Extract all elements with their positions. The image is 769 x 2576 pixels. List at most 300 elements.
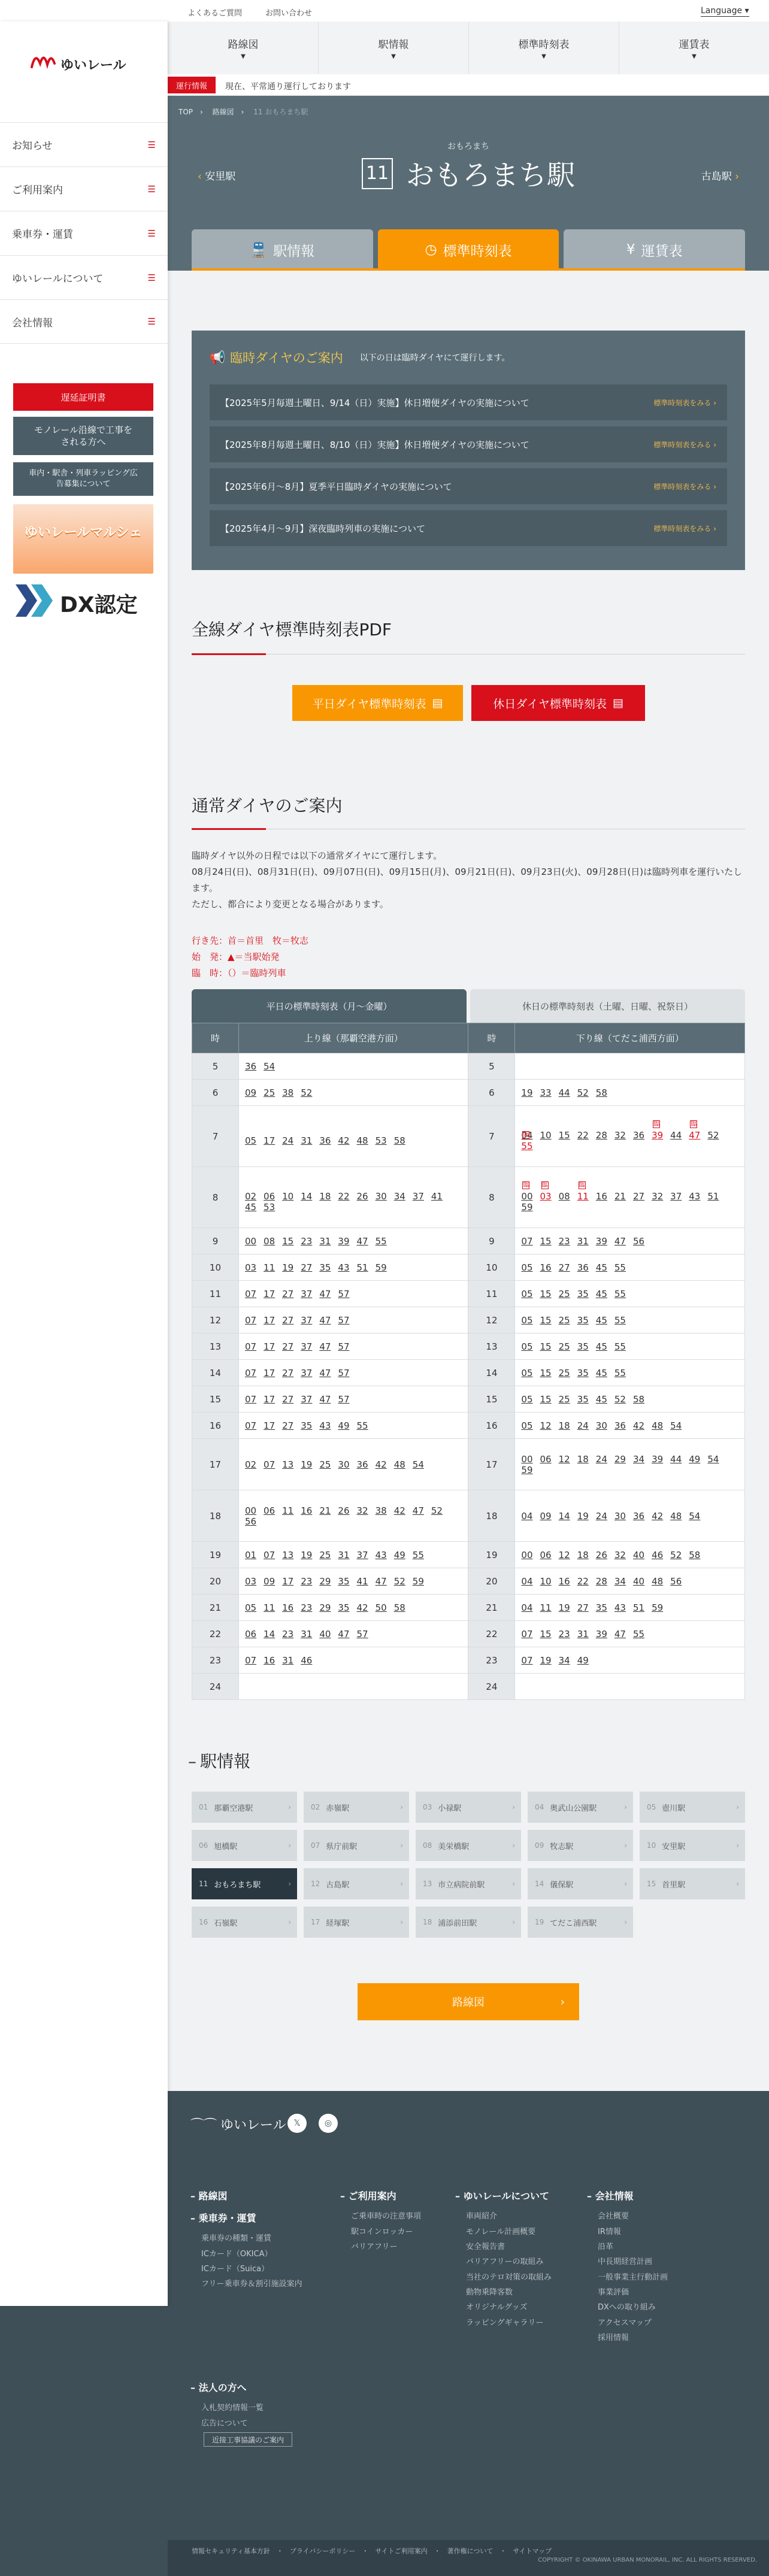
departure-minute[interactable]: 53 (264, 1201, 275, 1213)
departure-minute[interactable]: 47 (319, 1288, 331, 1299)
footer-link[interactable]: ICカード（OKICA） (201, 2249, 273, 2259)
departure-minute[interactable]: 17 (264, 1367, 275, 1378)
departure-minute[interactable]: 59 (652, 1602, 664, 1613)
departure-minute[interactable]: 25 (558, 1393, 570, 1405)
departure-minute[interactable]: 59 (412, 1575, 424, 1587)
departure-minute[interactable]: 27 (301, 1262, 313, 1273)
departure-minute[interactable]: 22 (577, 1575, 589, 1587)
departure-minute[interactable]: 01 (244, 1549, 257, 1560)
departure-minute[interactable]: 00 (244, 1235, 257, 1247)
departure-minute[interactable]: 51 (707, 1190, 719, 1202)
sidebar-item-tickets[interactable] (0, 211, 168, 255)
departure-minute[interactable]: 07 (521, 1235, 533, 1247)
departure-minute[interactable]: 57 (338, 1288, 350, 1299)
departure-minute[interactable]: 07 (264, 1459, 275, 1470)
departure-minute[interactable]: 07 (244, 1393, 257, 1405)
departure-minute[interactable]: 11 (264, 1262, 275, 1273)
footer-bottom-links[interactable]: 情報セキュリティ基本方針 ・ プライバシーポリシー ・ サイトご利用案内 ・ 著作権について ・ サイトマップ (192, 2547, 552, 2555)
departure-minute[interactable]: 臨 55 (521, 1141, 532, 1151)
departure-minute[interactable]: 臨 03 (540, 1191, 552, 1202)
departure-minute[interactable]: 35 (319, 1262, 331, 1273)
departure-minute[interactable]: 36 (632, 1129, 645, 1141)
departure-minute[interactable]: 16 (540, 1262, 552, 1273)
departure-minute[interactable]: 45 (595, 1288, 607, 1299)
departure-minute[interactable]: 11 (282, 1505, 294, 1516)
departure-minute[interactable]: 55 (375, 1235, 387, 1247)
station-link-09[interactable] (528, 1830, 633, 1861)
departure-minute[interactable]: 27 (558, 1262, 570, 1273)
departure-minute[interactable]: 35 (577, 1314, 589, 1326)
departure-minute[interactable]: 07 (244, 1288, 257, 1299)
tab-station-info[interactable] (192, 229, 373, 270)
departure-minute[interactable]: 10 (540, 1129, 552, 1141)
departure-minute[interactable]: 30 (338, 1459, 350, 1470)
sidebar-item-guide[interactable] (0, 166, 168, 211)
departure-minute[interactable]: 27 (282, 1314, 294, 1326)
departure-minute[interactable]: 40 (632, 1575, 645, 1587)
departure-minute[interactable]: 15 (540, 1341, 552, 1352)
departure-minute[interactable]: 15 (540, 1393, 552, 1405)
departure-minute[interactable]: 48 (393, 1459, 405, 1470)
departure-minute[interactable]: 25 (558, 1341, 570, 1352)
departure-minute[interactable]: 09 (540, 1510, 552, 1522)
departure-minute[interactable]: 19 (521, 1087, 533, 1098)
departure-minute[interactable]: 臨 00 (521, 1191, 532, 1202)
departure-minute[interactable]: 05 (521, 1262, 533, 1273)
departure-minute[interactable]: 22 (338, 1190, 350, 1202)
departure-minute[interactable]: 16 (558, 1575, 570, 1587)
departure-minute[interactable]: 00 (521, 1549, 533, 1560)
departure-minute[interactable]: 27 (282, 1420, 294, 1431)
departure-minute[interactable]: 49 (338, 1420, 350, 1431)
departure-minute[interactable]: 05 (521, 1420, 533, 1431)
departure-minute[interactable]: 53 (375, 1135, 387, 1146)
departure-minute[interactable]: 48 (652, 1420, 664, 1431)
departure-minute[interactable]: 臨 39 (652, 1130, 663, 1141)
footer-heading[interactable]: – 法人の方へ (190, 2382, 247, 2393)
departure-minute[interactable]: 41 (356, 1575, 368, 1587)
delay-certificate-button[interactable]: 遅延証明書 (13, 383, 153, 411)
departure-minute[interactable]: 58 (689, 1549, 701, 1560)
departure-minute[interactable]: 37 (670, 1190, 682, 1202)
station-link-05[interactable] (640, 1792, 745, 1823)
departure-minute[interactable]: 06 (540, 1453, 552, 1465)
departure-minute[interactable]: 55 (356, 1420, 368, 1431)
departure-minute[interactable]: 47 (319, 1314, 331, 1326)
departure-minute[interactable]: 15 (540, 1288, 552, 1299)
departure-minute[interactable]: 52 (577, 1087, 589, 1098)
station-link-18[interactable] (416, 1907, 521, 1938)
departure-minute[interactable]: 37 (301, 1341, 313, 1352)
tab-holiday-timetable[interactable]: 休日の標準時刻表（土曜、日曜、祝祭日） (470, 989, 745, 1023)
departure-minute[interactable]: 04 (521, 1602, 533, 1613)
departure-minute[interactable]: 21 (319, 1505, 331, 1516)
departure-minute[interactable]: 02 (244, 1459, 257, 1470)
sidebar-item-company[interactable] (0, 299, 168, 344)
dx-certified-banner[interactable] (13, 581, 153, 620)
departure-minute[interactable]: 17 (264, 1420, 275, 1431)
departure-minute[interactable]: 06 (244, 1628, 257, 1639)
footer-link[interactable]: 一般事業主行動計画 (598, 2272, 668, 2282)
notice-item[interactable] (210, 384, 727, 420)
departure-minute[interactable]: 15 (282, 1235, 294, 1247)
departure-minute[interactable]: 31 (577, 1628, 589, 1639)
departure-minute[interactable]: 34 (632, 1453, 645, 1465)
departure-minute[interactable]: 29 (319, 1575, 331, 1587)
breadcrumb-route-map[interactable]: 路線図 (212, 108, 234, 116)
departure-minute[interactable]: 03 (244, 1262, 257, 1273)
departure-minute[interactable]: 17 (264, 1314, 275, 1326)
footer-link[interactable]: 安全報告書 (466, 2242, 505, 2251)
departure-minute[interactable]: 19 (282, 1262, 294, 1273)
departure-minute[interactable]: 47 (319, 1393, 331, 1405)
departure-minute[interactable]: 42 (356, 1602, 368, 1613)
departure-minute[interactable]: 24 (595, 1453, 607, 1465)
departure-minute[interactable]: 55 (614, 1367, 626, 1378)
departure-minute[interactable]: 05 (521, 1288, 533, 1299)
departure-minute[interactable]: 51 (632, 1602, 645, 1613)
marche-banner[interactable] (13, 504, 153, 574)
departure-minute[interactable]: 39 (595, 1628, 607, 1639)
departure-minute[interactable]: 58 (393, 1135, 405, 1146)
departure-minute[interactable]: 54 (670, 1420, 682, 1431)
instagram-icon[interactable]: ◎ (319, 2114, 338, 2133)
departure-minute[interactable]: 16 (301, 1505, 313, 1516)
departure-minute[interactable]: 15 (540, 1628, 552, 1639)
footer-link[interactable]: バリアフリーの取組み (466, 2257, 544, 2267)
breadcrumb-top[interactable]: TOP (178, 108, 193, 116)
departure-minute[interactable]: 32 (614, 1549, 626, 1560)
departure-minute[interactable]: 35 (595, 1602, 607, 1613)
departure-minute[interactable]: 00 (244, 1505, 257, 1516)
departure-minute[interactable]: 50 (375, 1602, 387, 1613)
departure-minute[interactable]: 39 (595, 1235, 607, 1247)
gnav-timetable[interactable] (468, 22, 619, 74)
departure-minute[interactable]: 07 (244, 1654, 257, 1666)
departure-minute[interactable]: 55 (632, 1628, 645, 1639)
departure-minute[interactable]: 36 (614, 1420, 626, 1431)
departure-minute[interactable]: 21 (614, 1190, 626, 1202)
departure-minute[interactable]: 31 (282, 1654, 294, 1666)
gnav-fares[interactable] (619, 22, 769, 74)
departure-minute[interactable]: 54 (689, 1510, 701, 1522)
departure-minute[interactable]: 07 (244, 1341, 257, 1352)
station-link-14[interactable] (528, 1868, 633, 1899)
footer-link[interactable]: 車両紹介 (466, 2212, 498, 2222)
footer-link[interactable]: 事業評価 (598, 2287, 629, 2297)
departure-minute[interactable]: 18 (319, 1190, 331, 1202)
departure-minute[interactable]: 58 (595, 1087, 607, 1098)
departure-minute[interactable]: 10 (540, 1575, 552, 1587)
station-link-01[interactable] (192, 1792, 297, 1823)
footer-link[interactable]: 中長期経営計画 (598, 2257, 653, 2267)
departure-minute[interactable]: 22 (577, 1129, 589, 1141)
departure-minute[interactable]: 27 (282, 1393, 294, 1405)
departure-minute[interactable]: 25 (264, 1087, 275, 1098)
departure-minute[interactable]: 49 (689, 1453, 701, 1465)
departure-minute[interactable]: 27 (282, 1341, 294, 1352)
departure-minute[interactable]: 52 (431, 1505, 443, 1516)
departure-minute[interactable]: 19 (540, 1654, 552, 1666)
departure-minute[interactable]: 45 (244, 1201, 257, 1213)
departure-minute[interactable]: 32 (614, 1129, 626, 1141)
departure-minute[interactable]: 54 (264, 1060, 275, 1072)
sidebar-item-news[interactable] (0, 122, 168, 166)
departure-minute[interactable]: 16 (282, 1602, 294, 1613)
departure-minute[interactable]: 23 (301, 1575, 313, 1587)
departure-minute[interactable]: 25 (558, 1288, 570, 1299)
yui-rail-logo[interactable] (27, 46, 141, 81)
departure-minute[interactable]: 18 (558, 1420, 570, 1431)
departure-minute[interactable]: 11 (264, 1602, 275, 1613)
departure-minute[interactable]: 23 (282, 1628, 294, 1639)
departure-minute[interactable]: 34 (393, 1190, 405, 1202)
departure-minute[interactable]: 05 (521, 1367, 533, 1378)
departure-minute[interactable]: 43 (319, 1420, 331, 1431)
departure-minute[interactable]: 36 (356, 1459, 368, 1470)
departure-minute[interactable]: 37 (301, 1288, 313, 1299)
station-link-13[interactable] (416, 1868, 521, 1899)
departure-minute[interactable]: 41 (431, 1190, 443, 1202)
departure-minute[interactable]: 32 (652, 1190, 664, 1202)
departure-minute[interactable]: 35 (338, 1575, 350, 1587)
departure-minute[interactable]: 35 (338, 1602, 350, 1613)
footer-link[interactable]: オリジナルグッズ (466, 2303, 528, 2313)
station-link-15[interactable] (640, 1868, 745, 1899)
departure-minute[interactable]: 02 (244, 1190, 257, 1202)
departure-minute[interactable]: 08 (558, 1190, 570, 1202)
departure-minute[interactable]: 57 (338, 1393, 350, 1405)
departure-minute[interactable]: 17 (264, 1393, 275, 1405)
departure-minute[interactable]: 15 (540, 1314, 552, 1326)
departure-minute[interactable]: 18 (577, 1549, 589, 1560)
departure-minute[interactable]: 15 (558, 1129, 570, 1141)
departure-minute[interactable]: 42 (632, 1420, 645, 1431)
departure-minute[interactable]: 46 (301, 1654, 313, 1666)
departure-minute[interactable]: 46 (652, 1549, 664, 1560)
gnav-station-info[interactable] (318, 22, 468, 74)
departure-minute[interactable]: 42 (375, 1459, 387, 1470)
departure-minute[interactable]: 42 (393, 1505, 405, 1516)
departure-minute[interactable]: 03 (244, 1575, 257, 1587)
departure-minute[interactable]: 28 (595, 1129, 607, 1141)
footer-link[interactable]: 動物乗降客数 (466, 2287, 513, 2297)
departure-minute[interactable]: 16 (595, 1190, 607, 1202)
departure-minute[interactable]: 34 (558, 1654, 570, 1666)
departure-minute[interactable]: 31 (577, 1235, 589, 1247)
departure-minute[interactable]: 19 (301, 1459, 313, 1470)
departure-minute[interactable]: 14 (558, 1510, 570, 1522)
departure-minute[interactable]: 26 (338, 1505, 350, 1516)
footer-heading[interactable]: – ゆいレールについて (455, 2190, 549, 2202)
footer-link[interactable]: 広告について (201, 2419, 248, 2428)
departure-minute[interactable]: 27 (577, 1602, 589, 1613)
departure-minute[interactable]: 47 (319, 1367, 331, 1378)
departure-minute[interactable]: 38 (282, 1087, 294, 1098)
departure-minute[interactable]: 06 (540, 1549, 552, 1560)
departure-minute[interactable]: 13 (282, 1549, 294, 1560)
departure-minute[interactable]: 52 (707, 1129, 719, 1141)
station-link-10[interactable] (640, 1830, 745, 1861)
departure-minute[interactable]: 23 (558, 1235, 570, 1247)
departure-minute[interactable]: 23 (301, 1602, 313, 1613)
tab-fares[interactable] (564, 229, 745, 270)
departure-minute[interactable]: 55 (614, 1341, 626, 1352)
departure-minute[interactable]: 07 (244, 1314, 257, 1326)
departure-minute[interactable]: 29 (614, 1453, 626, 1465)
departure-minute[interactable]: 36 (319, 1135, 331, 1146)
departure-minute[interactable]: 24 (577, 1420, 589, 1431)
departure-minute[interactable]: 36 (632, 1510, 645, 1522)
departure-minute[interactable]: 35 (577, 1288, 589, 1299)
footer-heading[interactable]: – ご利用案内 (340, 2190, 396, 2202)
departure-minute[interactable]: 10 (282, 1190, 294, 1202)
departure-minute[interactable]: 54 (412, 1459, 424, 1470)
departure-minute[interactable]: 06 (264, 1190, 275, 1202)
departure-minute[interactable]: 臨 11 (577, 1191, 589, 1202)
departure-minute[interactable]: 47 (356, 1235, 368, 1247)
departure-minute[interactable]: 59 (521, 1201, 533, 1213)
departure-minute[interactable]: 45 (595, 1262, 607, 1273)
departure-minute[interactable]: 37 (412, 1190, 424, 1202)
footer-heading[interactable]: – 会社情報 (587, 2190, 634, 2202)
departure-minute[interactable]: 28 (595, 1575, 607, 1587)
departure-minute[interactable]: 47 (412, 1505, 424, 1516)
departure-minute[interactable]: 24 (282, 1135, 294, 1146)
departure-minute[interactable]: 11 (540, 1602, 552, 1613)
departure-minute[interactable]: 25 (558, 1367, 570, 1378)
departure-minute[interactable]: 05 (244, 1602, 257, 1613)
departure-minute[interactable]: 57 (338, 1341, 350, 1352)
departure-minute[interactable]: 23 (301, 1235, 313, 1247)
departure-minute[interactable]: 48 (670, 1510, 682, 1522)
departure-minute[interactable]: 09 (244, 1087, 257, 1098)
station-link-03[interactable] (416, 1792, 521, 1823)
footer-heading[interactable]: – 路線図 (190, 2190, 228, 2202)
departure-minute[interactable]: 57 (338, 1367, 350, 1378)
departure-minute[interactable]: 42 (338, 1135, 350, 1146)
departure-minute[interactable]: 39 (652, 1453, 664, 1465)
departure-minute[interactable]: 35 (577, 1393, 589, 1405)
x-twitter-icon[interactable]: 𝕏 (287, 2114, 307, 2133)
departure-minute[interactable]: 48 (356, 1135, 368, 1146)
footer-link[interactable]: 会社概要 (598, 2212, 629, 2222)
departure-minute[interactable]: 35 (577, 1367, 589, 1378)
station-link-12[interactable] (304, 1868, 409, 1899)
footer-link[interactable]: フリー乗車券＆割引施設案内 (201, 2280, 302, 2289)
departure-minute[interactable]: 45 (595, 1341, 607, 1352)
footer-link[interactable]: DXへの取り組み (598, 2303, 656, 2313)
departure-minute[interactable]: 31 (338, 1549, 350, 1560)
departure-minute[interactable]: 29 (319, 1602, 331, 1613)
departure-minute[interactable]: 37 (356, 1549, 368, 1560)
station-link-11[interactable] (192, 1868, 297, 1899)
station-link-17[interactable] (304, 1907, 409, 1938)
station-link-06[interactable] (192, 1830, 297, 1861)
departure-minute[interactable]: 15 (540, 1367, 552, 1378)
departure-minute[interactable]: 38 (375, 1505, 387, 1516)
departure-minute[interactable]: 49 (393, 1549, 405, 1560)
departure-minute[interactable]: 35 (577, 1341, 589, 1352)
notice-item[interactable] (210, 426, 727, 462)
departure-minute[interactable]: 25 (319, 1549, 331, 1560)
departure-minute[interactable]: 12 (558, 1453, 570, 1465)
footer-link[interactable]: ICカード（Suica） (201, 2265, 270, 2274)
departure-minute[interactable]: 25 (319, 1459, 331, 1470)
departure-minute[interactable]: 17 (264, 1288, 275, 1299)
departure-minute[interactable]: 47 (319, 1341, 331, 1352)
departure-minute[interactable]: 31 (301, 1135, 313, 1146)
gnav-route-map[interactable] (168, 22, 318, 74)
footer-link[interactable]: 入札契約情報一覧 (201, 2404, 264, 2413)
departure-minute[interactable]: 44 (670, 1453, 682, 1465)
departure-minute[interactable]: 17 (264, 1341, 275, 1352)
departure-minute[interactable]: 31 (319, 1235, 331, 1247)
departure-minute[interactable]: 47 (614, 1235, 626, 1247)
route-map-button[interactable] (358, 1983, 579, 2020)
departure-minute[interactable]: 37 (301, 1314, 313, 1326)
station-link-07[interactable] (304, 1830, 409, 1861)
departure-minute[interactable]: 17 (264, 1135, 275, 1146)
departure-minute[interactable]: 19 (301, 1549, 313, 1560)
footer-link[interactable]: 駅コインロッカー (351, 2227, 413, 2236)
station-link-08[interactable] (416, 1830, 521, 1861)
departure-minute[interactable]: 12 (540, 1420, 552, 1431)
departure-minute[interactable]: 44 (558, 1087, 570, 1098)
sidebar-item-about[interactable] (0, 255, 168, 299)
departure-minute[interactable]: 14 (301, 1190, 313, 1202)
departure-minute[interactable]: 58 (393, 1602, 405, 1613)
departure-minute[interactable]: 27 (632, 1190, 645, 1202)
departure-minute[interactable]: 55 (412, 1549, 424, 1560)
language-selector[interactable]: Language ▾ (701, 6, 749, 16)
notice-item[interactable] (210, 468, 727, 504)
departure-minute[interactable]: 57 (338, 1314, 350, 1326)
faq-link[interactable]: よくあるご質問 (187, 9, 243, 18)
departure-minute[interactable]: 30 (595, 1420, 607, 1431)
departure-minute[interactable]: 43 (375, 1549, 387, 1560)
departure-minute[interactable]: 52 (614, 1393, 626, 1405)
departure-minute[interactable]: 26 (356, 1190, 368, 1202)
footer-link[interactable]: 乗車券の種類・運賃 (201, 2234, 272, 2244)
station-link-19[interactable] (528, 1907, 633, 1938)
station-link-02[interactable] (304, 1792, 409, 1823)
departure-minute[interactable]: 52 (670, 1549, 682, 1560)
departure-minute[interactable]: 51 (356, 1262, 368, 1273)
departure-minute[interactable]: 06 (264, 1505, 275, 1516)
departure-minute[interactable]: 49 (577, 1654, 589, 1666)
departure-minute[interactable]: 43 (338, 1262, 350, 1273)
status-badge[interactable]: 運行情報 (168, 77, 216, 93)
departure-minute[interactable]: 45 (595, 1314, 607, 1326)
departure-minute[interactable]: 57 (356, 1628, 368, 1639)
footer-link[interactable]: ラッピングギャラリー (466, 2318, 544, 2328)
departure-minute[interactable]: 47 (614, 1628, 626, 1639)
departure-minute[interactable]: 34 (614, 1575, 626, 1587)
departure-minute[interactable]: 27 (282, 1367, 294, 1378)
departure-minute[interactable]: 05 (521, 1314, 533, 1326)
departure-minute[interactable]: 56 (244, 1516, 257, 1527)
departure-minute[interactable]: 17 (282, 1575, 294, 1587)
departure-minute[interactable]: 45 (595, 1367, 607, 1378)
departure-minute[interactable]: 55 (614, 1262, 626, 1273)
departure-minute[interactable]: 23 (558, 1628, 570, 1639)
footer-link[interactable]: 沿革 (598, 2242, 614, 2251)
departure-minute[interactable]: 07 (264, 1549, 275, 1560)
departure-minute[interactable]: 14 (264, 1628, 275, 1639)
departure-minute[interactable]: 35 (301, 1420, 313, 1431)
footer-link[interactable]: 当社のテロ対策の取組み (466, 2272, 552, 2282)
